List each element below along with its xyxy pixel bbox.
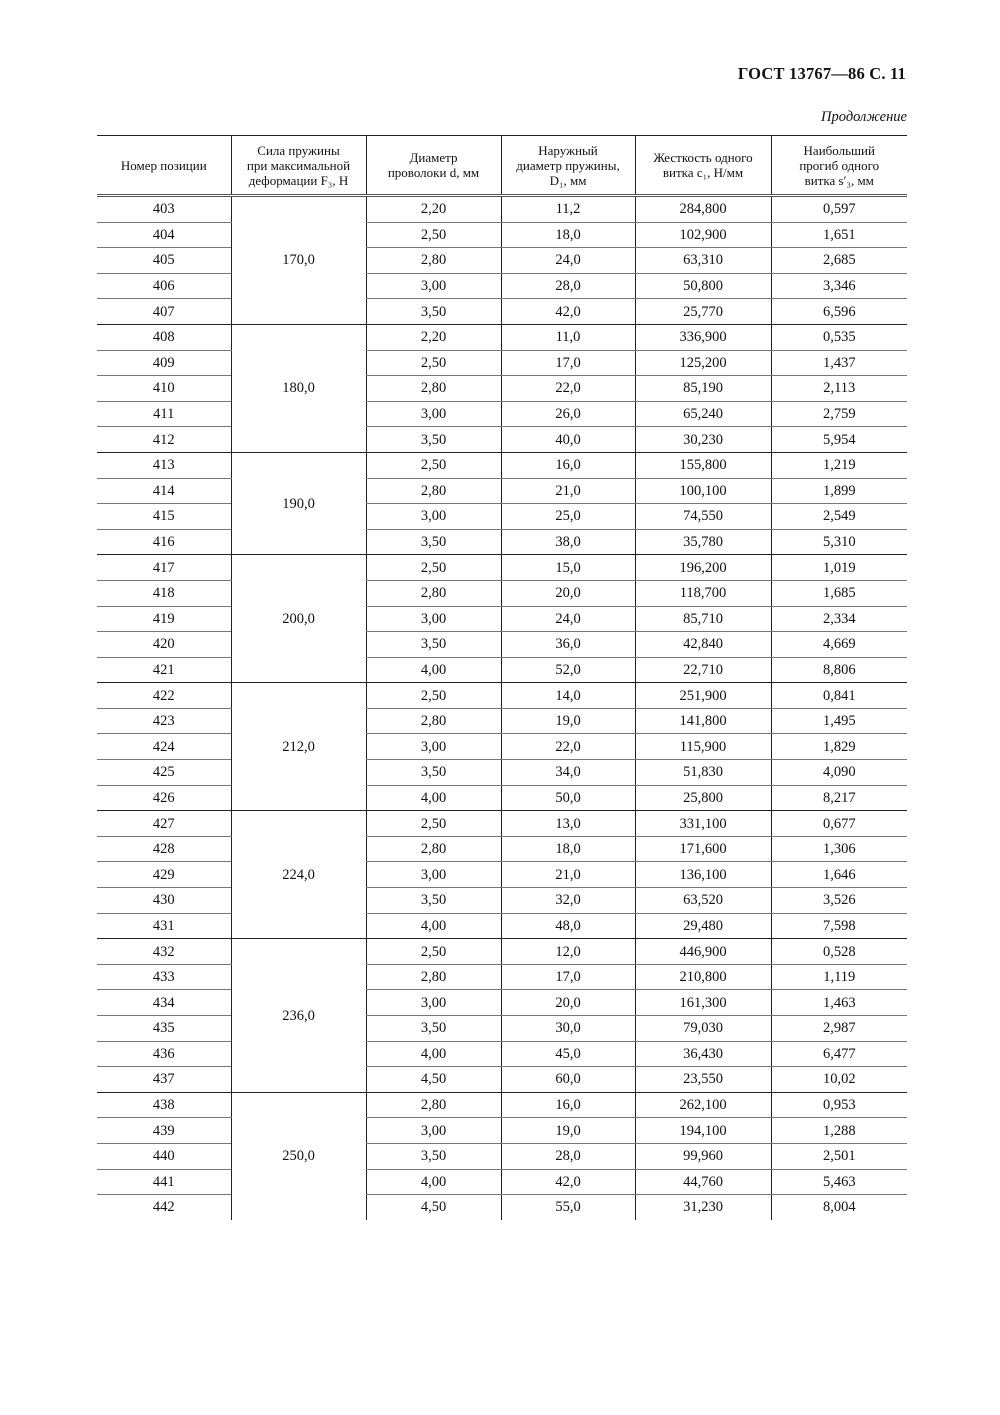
table-row [97, 964, 907, 990]
table-row [97, 222, 907, 248]
deflection-cell: 0,597 [771, 196, 907, 223]
position-cell: 413 [97, 452, 231, 478]
table-row [97, 606, 907, 632]
table-row [97, 529, 907, 555]
position-cell: 438 [97, 1092, 231, 1118]
deflection-cell: 1,646 [771, 862, 907, 888]
deflection-cell: 8,806 [771, 657, 907, 683]
deflection-cell: 5,954 [771, 427, 907, 453]
outer-diameter-cell: 14,0 [501, 683, 635, 709]
deflection-cell: 1,306 [771, 836, 907, 862]
wire-diameter-cell: 3,00 [366, 990, 501, 1016]
wire-diameter-cell: 4,00 [366, 913, 501, 939]
position-cell: 431 [97, 913, 231, 939]
outer-diameter-cell: 40,0 [501, 427, 635, 453]
force-cell: 170,0 [231, 196, 366, 325]
outer-diameter-cell: 55,0 [501, 1195, 635, 1220]
outer-diameter-cell: 18,0 [501, 836, 635, 862]
outer-diameter-cell: 11,2 [501, 196, 635, 223]
position-cell: 424 [97, 734, 231, 760]
position-cell: 422 [97, 683, 231, 709]
stiffness-cell: 125,200 [635, 350, 771, 376]
deflection-cell: 2,549 [771, 504, 907, 530]
stiffness-cell: 115,900 [635, 734, 771, 760]
force-cell: 190,0 [231, 452, 366, 554]
deflection-cell: 3,526 [771, 888, 907, 914]
position-cell: 427 [97, 811, 231, 837]
col-header-force: Сила пружины при максимальной деформации F₃, Н [231, 136, 366, 196]
stiffness-cell: 85,710 [635, 606, 771, 632]
table-row [97, 734, 907, 760]
stiffness-cell: 30,230 [635, 427, 771, 453]
stiffness-cell: 36,430 [635, 1041, 771, 1067]
wire-diameter-cell: 3,50 [366, 632, 501, 658]
deflection-cell: 4,090 [771, 760, 907, 786]
position-cell: 435 [97, 1016, 231, 1042]
position-cell: 439 [97, 1118, 231, 1144]
deflection-cell: 0,528 [771, 939, 907, 965]
stiffness-cell: 141,800 [635, 708, 771, 734]
wire-diameter-cell: 3,00 [366, 862, 501, 888]
position-cell: 410 [97, 376, 231, 402]
col-header-outer-diameter: Наружный диаметр пружины, D₁, мм [501, 136, 635, 196]
outer-diameter-cell: 28,0 [501, 1143, 635, 1169]
wire-diameter-cell: 2,50 [366, 683, 501, 709]
table-row [97, 632, 907, 658]
table-row [97, 888, 907, 914]
wire-diameter-cell: 2,50 [366, 939, 501, 965]
table-row [97, 811, 907, 837]
outer-diameter-cell: 22,0 [501, 376, 635, 402]
wire-diameter-cell: 3,50 [366, 1143, 501, 1169]
col-header-deflection: Наибольший прогиб одного витка s′₃, мм [771, 136, 907, 196]
table-row [97, 708, 907, 734]
table-row [97, 401, 907, 427]
outer-diameter-cell: 42,0 [501, 1169, 635, 1195]
table-row [97, 427, 907, 453]
position-cell: 409 [97, 350, 231, 376]
wire-diameter-cell: 4,50 [366, 1067, 501, 1093]
table-row [97, 196, 907, 223]
deflection-cell: 8,217 [771, 785, 907, 811]
deflection-cell: 1,019 [771, 555, 907, 581]
table-row [97, 350, 907, 376]
deflection-cell: 2,759 [771, 401, 907, 427]
stiffness-cell: 336,900 [635, 324, 771, 350]
wire-diameter-cell: 2,20 [366, 324, 501, 350]
stiffness-cell: 23,550 [635, 1067, 771, 1093]
position-cell: 416 [97, 529, 231, 555]
position-cell: 432 [97, 939, 231, 965]
wire-diameter-cell: 3,00 [366, 1118, 501, 1144]
position-cell: 437 [97, 1067, 231, 1093]
wire-diameter-cell: 4,50 [366, 1195, 501, 1220]
stiffness-cell: 171,600 [635, 836, 771, 862]
stiffness-cell: 136,100 [635, 862, 771, 888]
wire-diameter-cell: 2,50 [366, 222, 501, 248]
wire-diameter-cell: 2,50 [366, 452, 501, 478]
position-cell: 433 [97, 964, 231, 990]
stiffness-cell: 25,770 [635, 299, 771, 325]
table-row [97, 478, 907, 504]
wire-diameter-cell: 2,50 [366, 555, 501, 581]
outer-diameter-cell: 18,0 [501, 222, 635, 248]
position-cell: 415 [97, 504, 231, 530]
position-cell: 404 [97, 222, 231, 248]
force-cell: 200,0 [231, 555, 366, 683]
outer-diameter-cell: 48,0 [501, 913, 635, 939]
table-row [97, 913, 907, 939]
position-cell: 412 [97, 427, 231, 453]
wire-diameter-cell: 3,00 [366, 401, 501, 427]
wire-diameter-cell: 2,80 [366, 580, 501, 606]
col-header-stiffness: Жесткость одного витка c₁, Н/мм [635, 136, 771, 196]
table-header-row [97, 136, 907, 196]
outer-diameter-cell: 15,0 [501, 555, 635, 581]
stiffness-cell: 22,710 [635, 657, 771, 683]
wire-diameter-cell: 3,00 [366, 504, 501, 530]
deflection-cell: 0,677 [771, 811, 907, 837]
table-row [97, 939, 907, 965]
wire-diameter-cell: 3,50 [366, 529, 501, 555]
stiffness-cell: 331,100 [635, 811, 771, 837]
outer-diameter-cell: 26,0 [501, 401, 635, 427]
stiffness-cell: 63,520 [635, 888, 771, 914]
stiffness-cell: 42,840 [635, 632, 771, 658]
deflection-cell: 2,685 [771, 248, 907, 274]
deflection-cell: 7,598 [771, 913, 907, 939]
table-row [97, 760, 907, 786]
deflection-cell: 6,596 [771, 299, 907, 325]
outer-diameter-cell: 19,0 [501, 1118, 635, 1144]
position-cell: 423 [97, 708, 231, 734]
position-cell: 428 [97, 836, 231, 862]
table-row [97, 248, 907, 274]
position-cell: 403 [97, 196, 231, 223]
position-cell: 436 [97, 1041, 231, 1067]
stiffness-cell: 51,830 [635, 760, 771, 786]
wire-diameter-cell: 2,80 [366, 1092, 501, 1118]
outer-diameter-cell: 42,0 [501, 299, 635, 325]
table-body [97, 196, 907, 1220]
table-row [97, 1092, 907, 1118]
col-header-wire-diameter: Диаметр проволоки d, мм [366, 136, 501, 196]
outer-diameter-cell: 21,0 [501, 478, 635, 504]
outer-diameter-cell: 34,0 [501, 760, 635, 786]
table-row [97, 452, 907, 478]
deflection-cell: 2,987 [771, 1016, 907, 1042]
wire-diameter-cell: 2,80 [366, 478, 501, 504]
deflection-cell: 1,288 [771, 1118, 907, 1144]
stiffness-cell: 63,310 [635, 248, 771, 274]
wire-diameter-cell: 4,00 [366, 785, 501, 811]
wire-diameter-cell: 3,50 [366, 1016, 501, 1042]
table-row [97, 1143, 907, 1169]
table-row [97, 555, 907, 581]
outer-diameter-cell: 22,0 [501, 734, 635, 760]
outer-diameter-cell: 12,0 [501, 939, 635, 965]
stiffness-cell: 74,550 [635, 504, 771, 530]
outer-diameter-cell: 28,0 [501, 273, 635, 299]
table-row [97, 273, 907, 299]
wire-diameter-cell: 3,50 [366, 427, 501, 453]
position-cell: 414 [97, 478, 231, 504]
stiffness-cell: 102,900 [635, 222, 771, 248]
outer-diameter-cell: 45,0 [501, 1041, 635, 1067]
position-cell: 405 [97, 248, 231, 274]
outer-diameter-cell: 19,0 [501, 708, 635, 734]
position-cell: 434 [97, 990, 231, 1016]
outer-diameter-cell: 20,0 [501, 990, 635, 1016]
table-row [97, 862, 907, 888]
deflection-cell: 8,004 [771, 1195, 907, 1220]
position-cell: 429 [97, 862, 231, 888]
position-cell: 411 [97, 401, 231, 427]
stiffness-cell: 35,780 [635, 529, 771, 555]
force-cell: 212,0 [231, 683, 366, 811]
position-cell: 425 [97, 760, 231, 786]
wire-diameter-cell: 3,50 [366, 299, 501, 325]
position-cell: 417 [97, 555, 231, 581]
table-row [97, 1041, 907, 1067]
position-cell: 441 [97, 1169, 231, 1195]
stiffness-cell: 99,960 [635, 1143, 771, 1169]
table-row [97, 376, 907, 402]
position-cell: 408 [97, 324, 231, 350]
table-row [97, 1169, 907, 1195]
deflection-cell: 10,02 [771, 1067, 907, 1093]
deflection-cell: 1,651 [771, 222, 907, 248]
stiffness-cell: 262,100 [635, 1092, 771, 1118]
table-row [97, 1016, 907, 1042]
position-cell: 442 [152, 1199, 175, 1216]
outer-diameter-cell: 17,0 [501, 964, 635, 990]
wire-diameter-cell: 3,50 [366, 760, 501, 786]
outer-diameter-cell: 30,0 [501, 1016, 635, 1042]
deflection-cell: 1,437 [771, 350, 907, 376]
wire-diameter-cell: 3,00 [366, 606, 501, 632]
position-cell: 419 [97, 606, 231, 632]
outer-diameter-cell: 11,0 [501, 324, 635, 350]
wire-diameter-cell: 4,00 [366, 1169, 501, 1195]
deflection-cell: 3,346 [771, 273, 907, 299]
table-row [97, 836, 907, 862]
position-cell: 406 [97, 273, 231, 299]
stiffness-cell: 100,100 [635, 478, 771, 504]
stiffness-cell: 196,200 [635, 555, 771, 581]
outer-diameter-cell: 52,0 [501, 657, 635, 683]
outer-diameter-cell: 60,0 [501, 1067, 635, 1093]
table-row [97, 324, 907, 350]
outer-diameter-cell: 21,0 [501, 862, 635, 888]
position-cell: 440 [97, 1143, 231, 1169]
table-row [97, 990, 907, 1016]
stiffness-cell: 210,800 [635, 964, 771, 990]
table-row [97, 504, 907, 530]
deflection-cell: 5,310 [771, 529, 907, 555]
table-row [97, 683, 907, 709]
table-row [97, 1067, 907, 1093]
stiffness-cell: 161,300 [635, 990, 771, 1016]
wire-diameter-cell: 2,80 [366, 376, 501, 402]
deflection-cell: 2,501 [771, 1143, 907, 1169]
position-cell: 420 [97, 632, 231, 658]
deflection-cell: 6,477 [771, 1041, 907, 1067]
force-cell: 250,0 [231, 1092, 366, 1219]
outer-diameter-cell: 38,0 [501, 529, 635, 555]
outer-diameter-cell: 24,0 [501, 606, 635, 632]
wire-diameter-cell: 2,80 [366, 964, 501, 990]
force-cell: 180,0 [231, 324, 366, 452]
wire-diameter-cell: 2,80 [366, 708, 501, 734]
force-cell: 224,0 [231, 811, 366, 939]
wire-diameter-cell: 3,00 [366, 734, 501, 760]
wire-diameter-cell: 2,80 [366, 836, 501, 862]
wire-diameter-cell: 2,80 [366, 248, 501, 274]
outer-diameter-cell: 13,0 [501, 811, 635, 837]
outer-diameter-cell: 25,0 [501, 504, 635, 530]
stiffness-cell: 29,480 [635, 913, 771, 939]
stiffness-cell: 85,190 [635, 376, 771, 402]
stiffness-cell: 79,030 [635, 1016, 771, 1042]
outer-diameter-cell: 16,0 [501, 452, 635, 478]
wire-diameter-cell: 2,50 [366, 811, 501, 837]
spring-spec-table [97, 135, 907, 1220]
deflection-cell: 1,829 [771, 734, 907, 760]
wire-diameter-cell: 3,50 [366, 888, 501, 914]
deflection-cell: 4,669 [771, 632, 907, 658]
table-row [97, 1118, 907, 1144]
table-row [97, 580, 907, 606]
outer-diameter-cell: 16,0 [501, 1092, 635, 1118]
table-row [97, 657, 907, 683]
position-cell: 418 [97, 580, 231, 606]
stiffness-cell: 118,700 [635, 580, 771, 606]
deflection-cell: 1,495 [771, 708, 907, 734]
page-header: ГОСТ 13767—86 С. 11 [737, 64, 906, 83]
outer-diameter-cell: 36,0 [501, 632, 635, 658]
position-cell: 407 [97, 299, 231, 325]
col-header-position: Номер позиции [97, 136, 231, 196]
stiffness-cell: 65,240 [635, 401, 771, 427]
position-cell: 426 [97, 785, 231, 811]
deflection-cell: 2,334 [771, 606, 907, 632]
deflection-cell: 1,119 [771, 964, 907, 990]
stiffness-cell: 194,100 [635, 1118, 771, 1144]
deflection-cell: 0,953 [771, 1092, 907, 1118]
deflection-cell: 5,463 [771, 1169, 907, 1195]
wire-diameter-cell: 4,00 [366, 657, 501, 683]
wire-diameter-cell: 2,50 [366, 350, 501, 376]
table-row [97, 299, 907, 325]
wire-diameter-cell: 2,20 [366, 196, 501, 223]
deflection-cell: 1,685 [771, 580, 907, 606]
outer-diameter-cell: 24,0 [501, 248, 635, 274]
outer-diameter-cell: 20,0 [501, 580, 635, 606]
deflection-cell: 0,841 [771, 683, 907, 709]
stiffness-cell: 251,900 [635, 683, 771, 709]
stiffness-cell: 155,800 [635, 452, 771, 478]
stiffness-cell: 50,800 [635, 273, 771, 299]
wire-diameter-cell: 3,00 [366, 273, 501, 299]
deflection-cell: 2,113 [771, 376, 907, 402]
stiffness-cell: 446,900 [635, 939, 771, 965]
position-cell: 421 [97, 657, 231, 683]
position-cell: 430 [97, 888, 231, 914]
table-row [97, 1195, 907, 1220]
stiffness-cell: 284,800 [635, 196, 771, 223]
stiffness-cell: 31,230 [635, 1195, 771, 1220]
force-cell: 236,0 [231, 939, 366, 1093]
deflection-cell: 1,219 [771, 452, 907, 478]
wire-diameter-cell: 4,00 [366, 1041, 501, 1067]
outer-diameter-cell: 50,0 [501, 785, 635, 811]
deflection-cell: 1,463 [771, 990, 907, 1016]
continuation-label: Продолжение [821, 109, 907, 125]
deflection-cell: 1,899 [771, 478, 907, 504]
stiffness-cell: 44,760 [635, 1169, 771, 1195]
outer-diameter-cell: 17,0 [501, 350, 635, 376]
deflection-cell: 0,535 [771, 324, 907, 350]
table-row [97, 785, 907, 811]
outer-diameter-cell: 32,0 [501, 888, 635, 914]
stiffness-cell: 25,800 [635, 785, 771, 811]
